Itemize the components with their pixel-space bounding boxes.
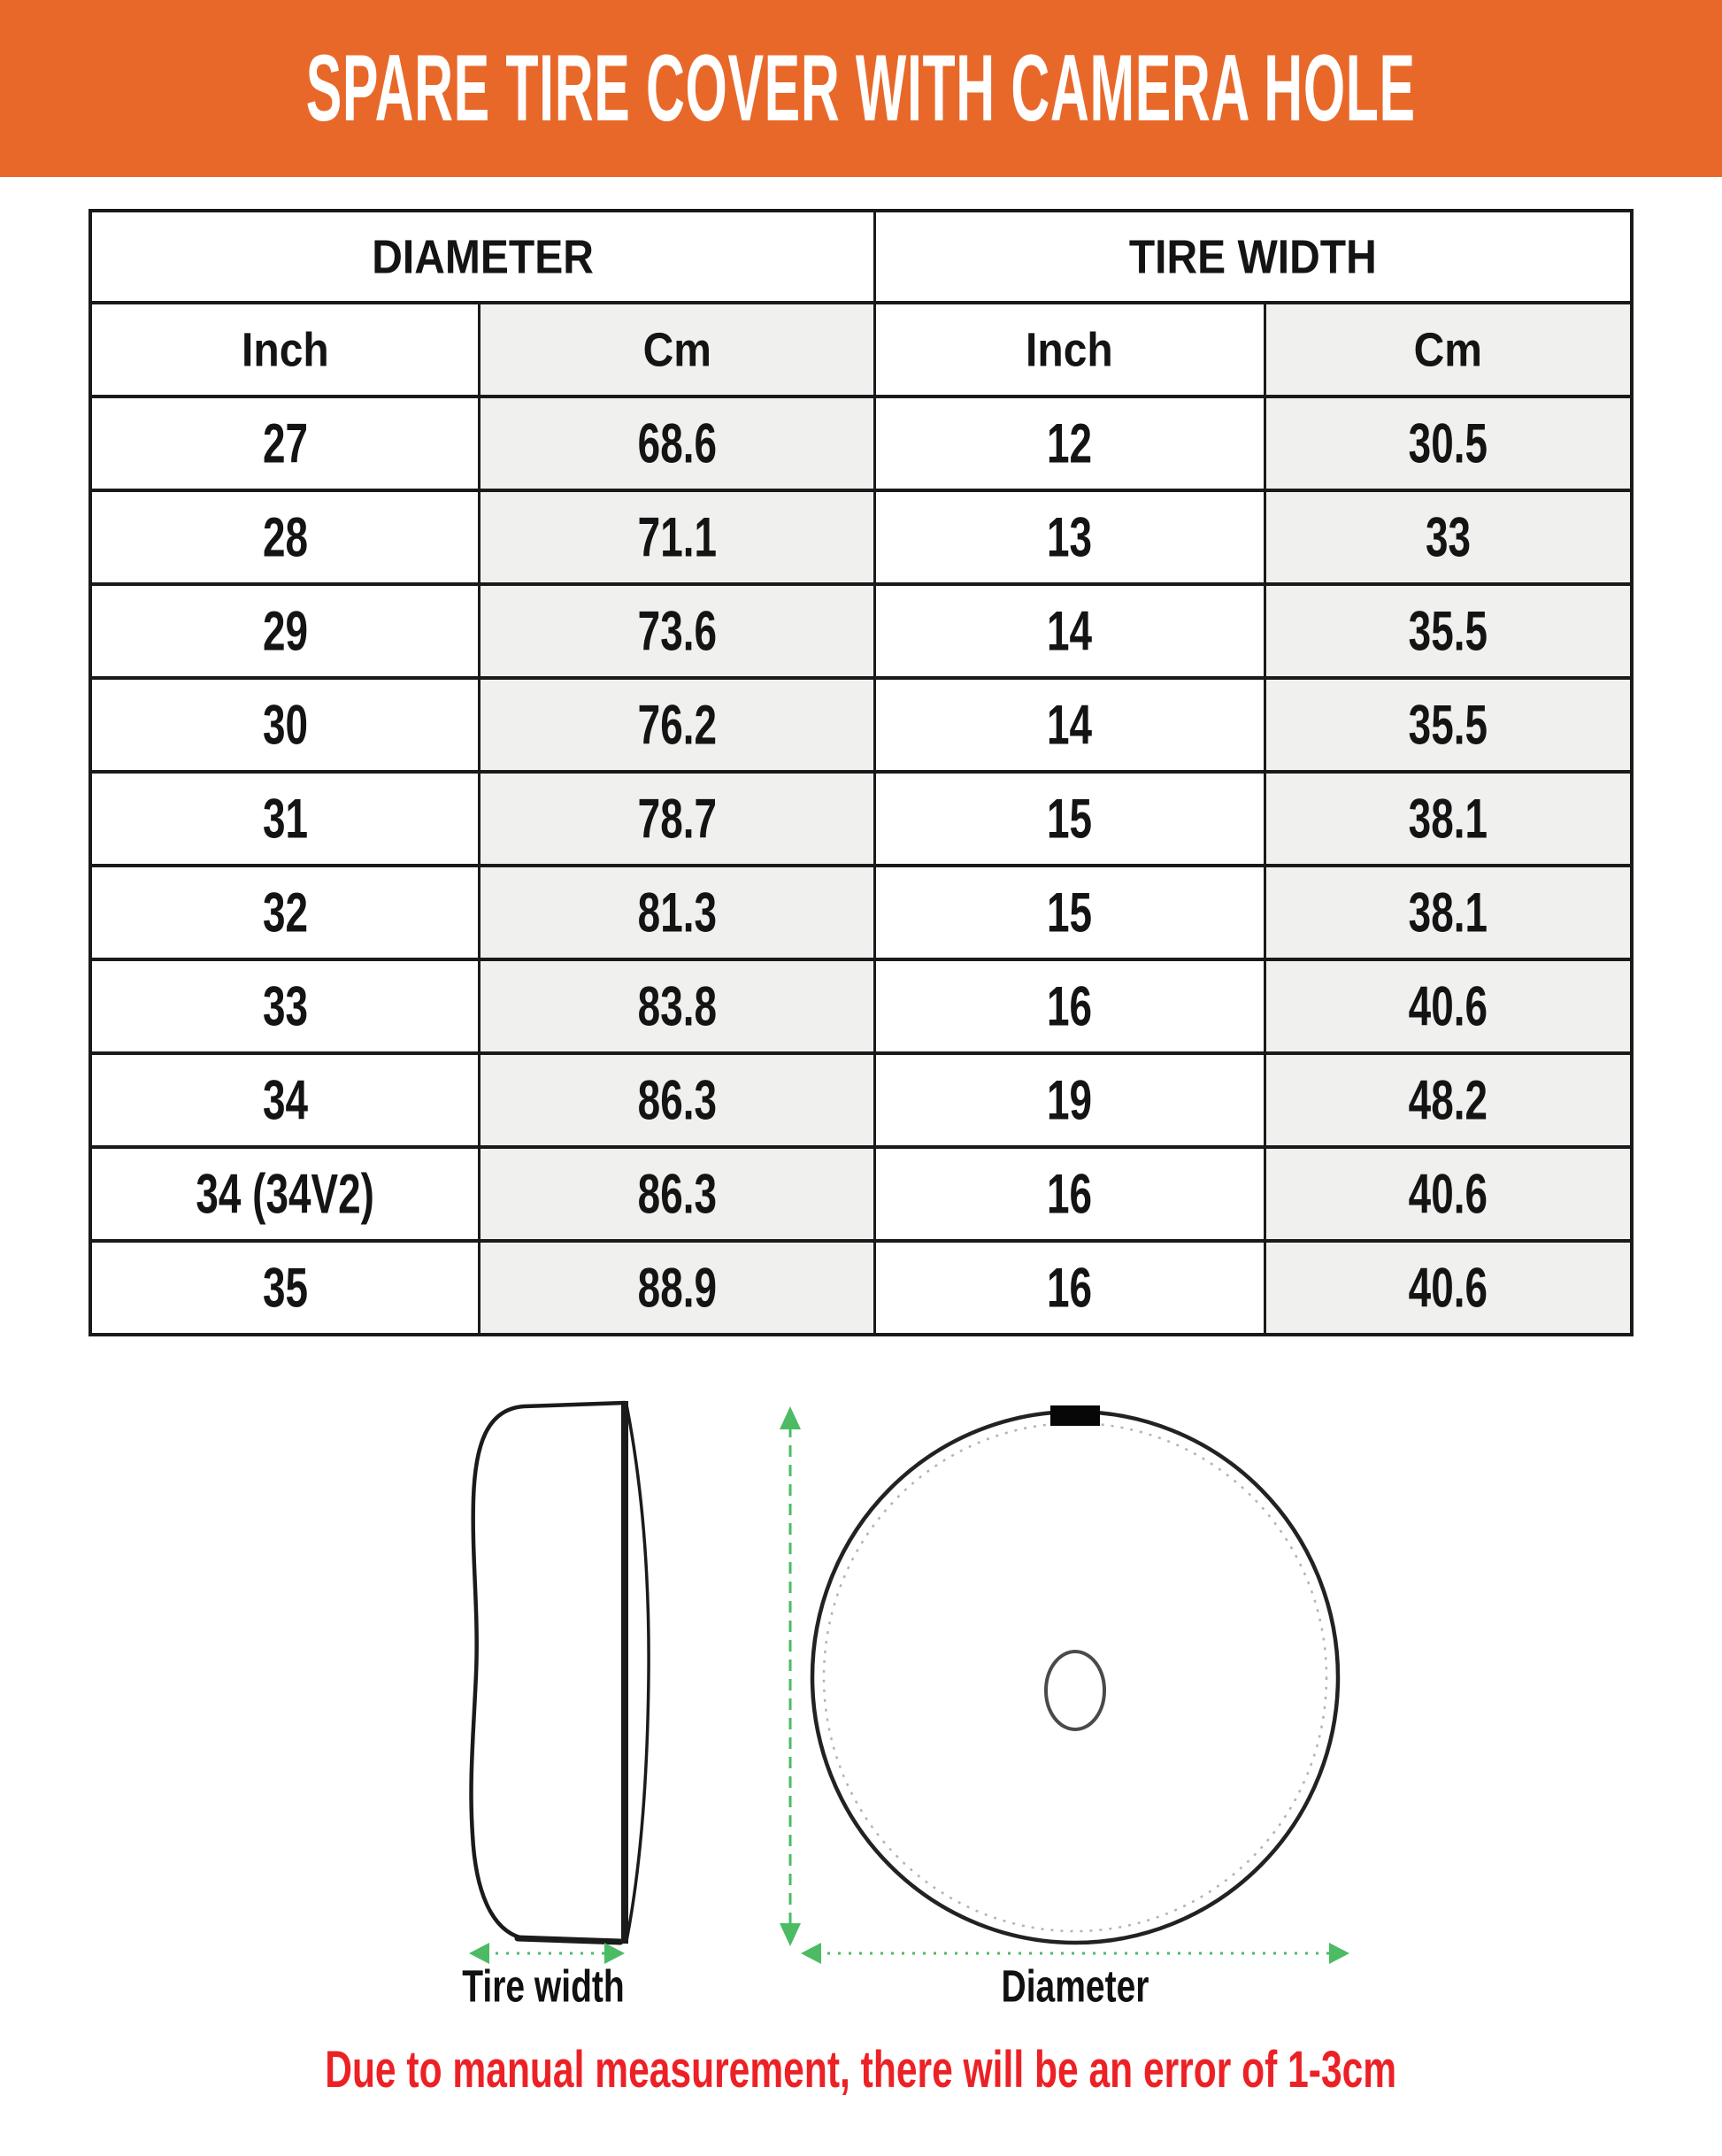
table-row xyxy=(90,490,1632,584)
table-cell: 40.6 xyxy=(1265,1147,1632,1241)
table-cell: 81.3 xyxy=(480,866,874,959)
tire-width-inch-header: Inch xyxy=(874,303,1265,397)
table-cell: 14 xyxy=(874,584,1265,678)
arrowhead-left-icon xyxy=(801,1943,821,1964)
table-cell: 76.2 xyxy=(480,678,874,772)
diameter-group-label: DIAMETER xyxy=(371,229,594,284)
tire-width-group-header xyxy=(874,211,1632,303)
table-cell: 16 xyxy=(874,1147,1265,1241)
table-cell: 34 xyxy=(90,1053,480,1147)
tire-side-bottom-edge xyxy=(518,1938,620,1942)
table-row xyxy=(90,397,1632,490)
arrowhead-right-icon xyxy=(1329,1943,1349,1964)
tire-face-curve xyxy=(627,1405,649,1941)
table-cell: 33 xyxy=(90,959,480,1053)
tire-front-view xyxy=(812,1405,1338,1943)
camera-hole xyxy=(1046,1652,1104,1729)
table-body xyxy=(90,397,1632,1335)
table-cell: 38.1 xyxy=(1265,772,1632,866)
table-cell: 30.5 xyxy=(1265,397,1632,490)
table-row xyxy=(90,678,1632,772)
table-cell: 32 xyxy=(90,866,480,959)
table-row xyxy=(90,866,1632,959)
table-cell: 15 xyxy=(874,772,1265,866)
page-title: SPARE TIRE COVER WITH CAMERA HOLE xyxy=(305,35,1417,141)
tire-side-view xyxy=(472,1401,650,1944)
table-cell: 29 xyxy=(90,584,480,678)
measurement-error-note: Due to manual measurement, there will be an error of 1-3cm xyxy=(325,2039,1397,2098)
table-cell: 35.5 xyxy=(1265,584,1632,678)
table-row xyxy=(90,584,1632,678)
table-cell: 35 xyxy=(90,1241,480,1335)
top-slot-rect xyxy=(1050,1405,1100,1426)
table-cell: 19 xyxy=(874,1053,1265,1147)
table-cell: 12 xyxy=(874,397,1265,490)
diameter-cm-header: Cm xyxy=(480,303,874,397)
table-cell: 83.8 xyxy=(480,959,874,1053)
banner xyxy=(0,0,1722,177)
diameter-group-header xyxy=(90,211,874,303)
tire-side-outline xyxy=(472,1403,625,1942)
table-cell: 40.6 xyxy=(1265,959,1632,1053)
table-cell: 35.5 xyxy=(1265,678,1632,772)
table-cell: 28 xyxy=(90,490,480,584)
table-cell: 30 xyxy=(90,678,480,772)
tire-diagram-figure xyxy=(0,1385,1722,2040)
arrowhead-up-icon xyxy=(780,1406,801,1429)
table-cell: 38.1 xyxy=(1265,866,1632,959)
table-cell: 86.3 xyxy=(480,1053,874,1147)
table-cell: 27 xyxy=(90,397,480,490)
table-cell: 71.1 xyxy=(480,490,874,584)
table-cell: 88.9 xyxy=(480,1241,874,1335)
tire-width-label: Tire width xyxy=(462,1960,625,2012)
table-row xyxy=(90,1147,1632,1241)
diameter-guide-line xyxy=(780,1406,801,1946)
table-cell: 15 xyxy=(874,866,1265,959)
table-cell: 68.6 xyxy=(480,397,874,490)
table-cell: 48.2 xyxy=(1265,1053,1632,1147)
table-row xyxy=(90,1053,1632,1147)
table-cell: 40.6 xyxy=(1265,1241,1632,1335)
table-cell: 16 xyxy=(874,1241,1265,1335)
tire-diagram-svg xyxy=(0,1385,1722,2040)
table-group-header-row xyxy=(90,211,1632,303)
table-cell: 16 xyxy=(874,959,1265,1053)
tire-width-cm-header: Cm xyxy=(1265,303,1632,397)
table-cell: 33 xyxy=(1265,490,1632,584)
table-cell: 34 (34V2) xyxy=(90,1147,480,1241)
table-cell: 78.7 xyxy=(480,772,874,866)
table-subheader-row xyxy=(90,303,1632,397)
size-table xyxy=(88,209,1634,1336)
table-cell: 73.6 xyxy=(480,584,874,678)
diameter-inch-header: Inch xyxy=(90,303,480,397)
table-row xyxy=(90,1241,1632,1335)
arrowhead-down-icon xyxy=(780,1923,801,1946)
diameter-label: Diameter xyxy=(1001,1960,1149,2012)
tire-width-group-label: TIRE WIDTH xyxy=(1128,229,1377,284)
table-cell: 13 xyxy=(874,490,1265,584)
table-row xyxy=(90,772,1632,866)
table-cell: 14 xyxy=(874,678,1265,772)
table-cell: 31 xyxy=(90,772,480,866)
table-row xyxy=(90,959,1632,1053)
table-cell: 86.3 xyxy=(480,1147,874,1241)
